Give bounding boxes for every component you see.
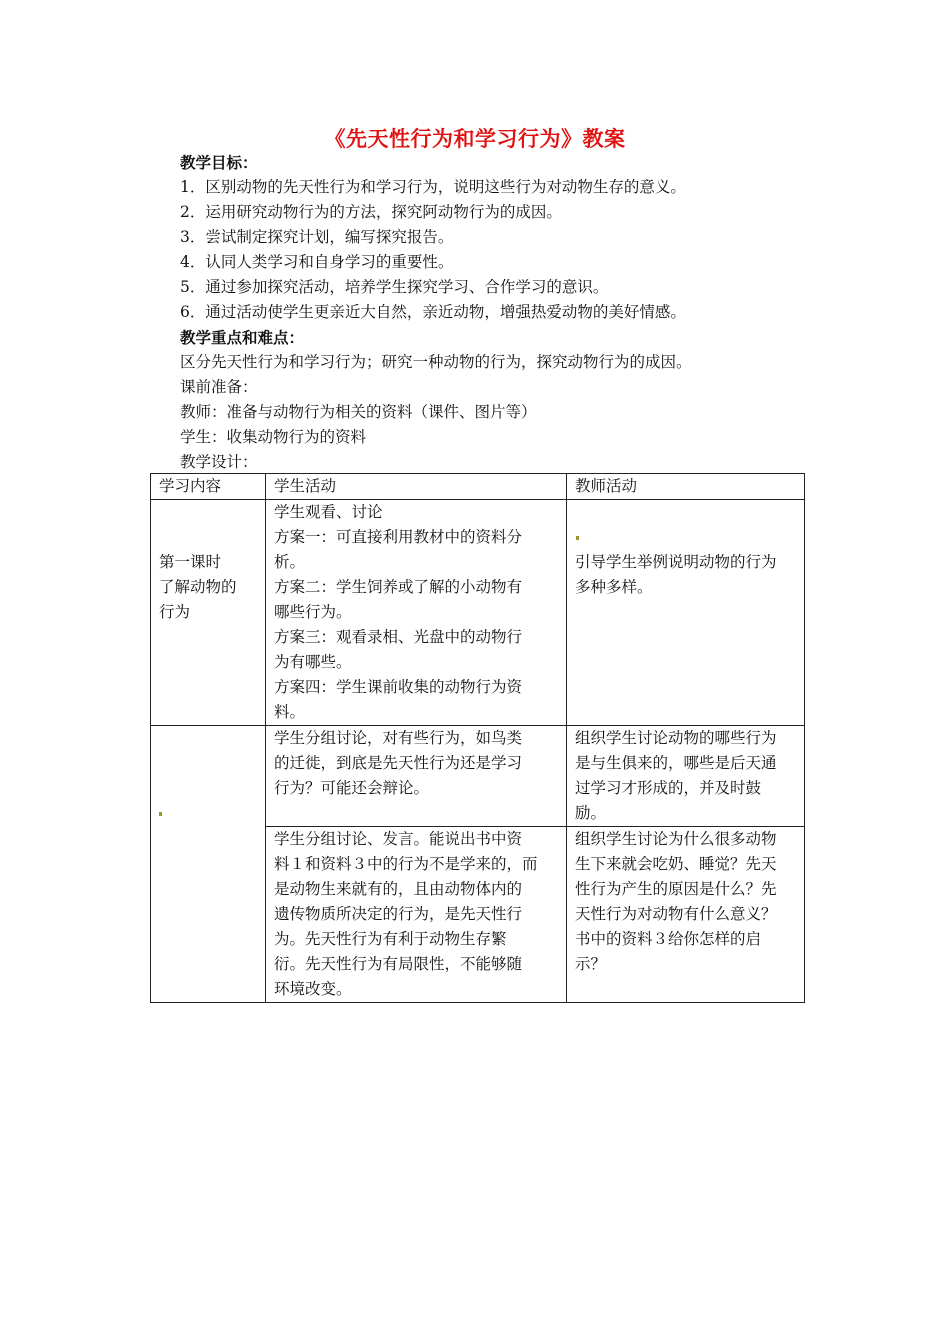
student-line: 方案四：学生课前收集的动物行为资 <box>273 678 522 696</box>
content-line: 行为 <box>159 603 191 621</box>
header-learning-content: 学习内容 <box>151 474 266 500</box>
header-student-activity: 学生活动 <box>265 474 566 500</box>
preparation-student: 学生：收集动物行为的资料 <box>180 428 367 446</box>
student-line: 学生观看、讨论 <box>273 503 383 521</box>
preparation-teacher: 教师：准备与动物行为相关的资料（课件、图片等） <box>180 403 537 421</box>
student-activity-cell <box>265 827 566 1003</box>
teacher-line: 组织学生讨论动物的哪些行为 <box>574 729 777 747</box>
student-line: 析。 <box>273 553 305 571</box>
student-line: 方案二：学生饲养或了解的小动物有 <box>273 578 522 596</box>
teacher-line: 性行为产生的原因是什么？先 <box>574 880 777 898</box>
learning-content-cell-empty <box>151 726 266 1003</box>
student-line: 哪些行为。 <box>273 603 352 621</box>
key-points-text: 区分先天性行为和学习行为；研究一种动物的行为，探究动物行为的成因。 <box>180 353 692 371</box>
table-row <box>151 726 805 827</box>
teacher-line: 书中的资料３给你怎样的启 <box>574 930 761 948</box>
header-teacher-activity: 教师活动 <box>566 474 804 500</box>
student-line: 行为？可能还会辩论。 <box>273 779 429 797</box>
teacher-line: 是与生俱来的，哪些是后天通 <box>574 754 777 772</box>
objectives-heading: 教学目标： <box>180 153 258 172</box>
objective-item: 5．通过参加探究活动，培养学生探究学习、合作学习的意识。 <box>180 278 609 296</box>
teacher-line: 多种多样。 <box>574 578 653 596</box>
student-activity-cell <box>265 726 566 827</box>
teacher-line: 组织学生讨论为什么很多动物 <box>574 830 777 848</box>
student-line: 方案三：观看录相、光盘中的动物行 <box>273 628 522 646</box>
teacher-line: 过学习才形成的，并及时鼓 <box>574 779 761 797</box>
teacher-activity-cell <box>566 827 804 1003</box>
document-title: 《先天性行为和学习行为》教案 <box>324 126 626 151</box>
student-line: 衍。先天性行为有局限性，不能够随 <box>273 955 522 973</box>
student-activity-cell <box>265 500 566 726</box>
table-header-row <box>151 474 805 500</box>
teacher-activity-cell <box>566 500 804 726</box>
bullet-mark-icon <box>576 536 579 540</box>
teacher-activity-cell <box>566 726 804 827</box>
bullet-mark-icon <box>159 812 162 816</box>
learning-content-cell <box>151 500 266 726</box>
teacher-line: 励。 <box>574 804 606 822</box>
student-line: 为。先天性行为有利于动物生存繁 <box>273 930 507 948</box>
student-line: 学生分组讨论、发言。能说出书中资 <box>273 830 522 848</box>
teacher-line: 天性行为对动物有什么意义？ <box>574 905 777 923</box>
teacher-line: 示？ <box>574 955 606 973</box>
student-line: 是动物生来就有的，且由动物体内的 <box>273 880 522 898</box>
objective-item: 2．运用研究动物行为的方法，探究阿动物行为的成因。 <box>180 203 562 221</box>
table-row <box>151 500 805 726</box>
student-line: 料１和资料３中的行为不是学来的，而 <box>273 855 538 873</box>
objective-item: 6．通过活动使学生更亲近大自然，亲近动物，增强热爱动物的美好情感。 <box>180 303 686 321</box>
design-heading: 教学设计： <box>180 453 258 471</box>
key-points-heading: 教学重点和难点： <box>180 328 305 347</box>
objective-item: 3．尝试制定探究计划，编写探究报告。 <box>180 228 454 246</box>
teacher-line: 生下来就会吃奶、睡觉？先天 <box>574 855 777 873</box>
preparation-heading: 课前准备： <box>180 378 258 396</box>
student-line: 环境改变。 <box>273 980 352 998</box>
student-line: 学生分组讨论，对有些行为，如鸟类 <box>273 729 522 747</box>
objective-item: 4．认同人类学习和自身学习的重要性。 <box>180 253 454 271</box>
content-line: 了解动物的 <box>159 578 237 596</box>
student-line: 料。 <box>273 703 305 721</box>
student-line: 的迁徙，到底是先天性行为还是学习 <box>273 754 522 772</box>
student-line: 为有哪些。 <box>273 653 352 671</box>
student-line: 方案一：可直接利用教材中的资料分 <box>273 528 522 546</box>
student-line: 遗传物质所决定的行为，是先天性行 <box>273 905 522 923</box>
objective-item: 1．区别动物的先天性行为和学习行为，说明这些行为对动物生存的意义。 <box>180 178 686 196</box>
teaching-design-table <box>150 473 805 1003</box>
content-line: 第一课时 <box>159 553 222 571</box>
teacher-line: 引导学生举例说明动物的行为 <box>574 553 777 571</box>
